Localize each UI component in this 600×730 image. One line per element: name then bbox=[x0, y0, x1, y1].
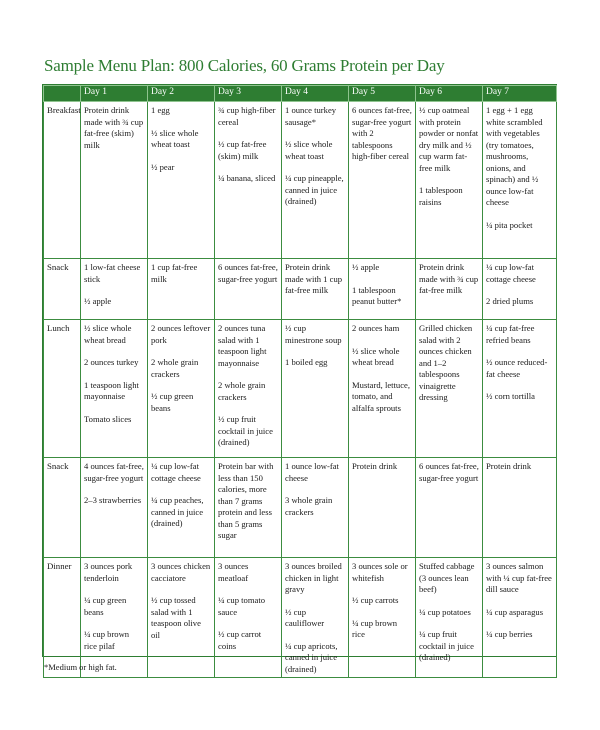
menu-cell bbox=[416, 458, 483, 558]
day-header: Day 2 bbox=[148, 86, 215, 102]
menu-item: ¼ cup peaches, canned in juice (drained) bbox=[151, 495, 204, 528]
menu-item: ¼ cup potatoes bbox=[419, 606, 471, 617]
day-header: Day 4 bbox=[282, 86, 349, 102]
menu-cell bbox=[349, 320, 416, 458]
menu-cell bbox=[148, 320, 215, 458]
menu-cell bbox=[349, 259, 416, 320]
menu-item: 3 ounces broiled chicken in light gravy bbox=[285, 561, 342, 594]
menu-item: ¼ cup low-fat cottage cheese bbox=[486, 262, 536, 284]
footnote: *Medium or high fat. bbox=[44, 662, 117, 672]
menu-item: 2 ounces ham bbox=[352, 323, 400, 333]
page-title: Sample Menu Plan: 800 Calories, 60 Grams Protein per Day bbox=[44, 56, 445, 75]
menu-item: ¼ banana, sliced bbox=[218, 173, 276, 183]
menu-item: ½ cup carrots bbox=[352, 595, 399, 605]
menu-item: Protein drink bbox=[352, 461, 398, 471]
menu-item: ½ cup tossed salad with 1 teaspoon olive oil bbox=[151, 595, 201, 640]
menu-item: 1 ounce turkey sausage* bbox=[285, 105, 337, 127]
menu-item: ¼ cup asparagus bbox=[486, 606, 544, 617]
day-header: Day 5 bbox=[349, 86, 416, 102]
menu-item: Mustard, lettuce, tomato, and alfalfa sprouts bbox=[352, 379, 410, 413]
menu-item: 6 ounces fat-free, sugar-free yogurt bbox=[218, 262, 278, 284]
menu-item: ¼ pita pocket bbox=[486, 219, 533, 230]
menu-item: 1 cup fat-free milk bbox=[151, 262, 198, 284]
menu-cell bbox=[349, 102, 416, 259]
menu-cell bbox=[349, 558, 416, 678]
menu-cell bbox=[282, 320, 349, 458]
menu-cell bbox=[282, 102, 349, 259]
menu-item: ¼ cup fruit cocktail in juice (drained) bbox=[419, 629, 474, 662]
menu-item: ¼ cup berries bbox=[486, 629, 533, 639]
menu-cell bbox=[81, 320, 148, 458]
menu-cell bbox=[148, 558, 215, 678]
meal-label: Snack bbox=[44, 458, 81, 558]
menu-item: 4 ounces fat-free, sugar-free yogurt bbox=[84, 461, 144, 483]
menu-item: 1 egg bbox=[151, 105, 170, 115]
menu-item: ½ slice whole wheat bread bbox=[84, 323, 132, 345]
day-header: Day 7 bbox=[483, 86, 557, 102]
menu-item: Grilled chicken salad with 2 ounces chicken and 1–2 tablespoons vinaigrette dressing bbox=[419, 323, 473, 402]
menu-cell bbox=[483, 320, 557, 458]
menu-item: 2 ounces tuna salad with 1 teaspoon light mayonnaise bbox=[218, 323, 267, 368]
menu-item: ½ cup oatmeal with protein powder or nonfat dry milk and ½ cup warm fat-free milk bbox=[419, 105, 479, 173]
menu-item: ½ pear bbox=[151, 161, 175, 172]
menu-item: ¼ cup green beans bbox=[84, 595, 127, 617]
menu-item: ½ slice whole wheat bread bbox=[352, 345, 400, 367]
menu-item: ½ apple bbox=[84, 296, 112, 306]
menu-cell bbox=[81, 259, 148, 320]
menu-cell bbox=[81, 458, 148, 558]
menu-item: Stuffed cabbage (3 ounces lean beef) bbox=[419, 561, 475, 594]
menu-cell bbox=[148, 458, 215, 558]
menu-item: 6 ounces fat-free, sugar-free yogurt with 2 tablespoons high-fiber cereal bbox=[352, 105, 412, 161]
menu-item: ¼ cup brown rice pilaf bbox=[84, 629, 130, 651]
menu-item: ¼ cup fat-free refried beans bbox=[486, 323, 535, 345]
menu-item: Protein drink made with ¾ cup fat-free milk bbox=[419, 262, 479, 295]
menu-item: Protein bar with less than 150 calories, more than 7 grams protein and less than 5 grams sugar bbox=[218, 461, 274, 540]
meal-label: Dinner bbox=[44, 558, 81, 678]
menu-item: ½ cup cauliflower bbox=[285, 606, 325, 628]
day-header: Day 6 bbox=[416, 86, 483, 102]
menu-cell bbox=[483, 458, 557, 558]
menu-item: ¼ cup pineapple, canned in juice (drained) bbox=[285, 173, 344, 206]
menu-item: ½ corn tortilla bbox=[486, 391, 535, 401]
menu-cell bbox=[215, 259, 282, 320]
menu-item: 2 ounces leftover pork bbox=[151, 323, 211, 345]
menu-item: 3 ounces chicken cacciatore bbox=[151, 561, 211, 583]
menu-item: 1 boiled egg bbox=[285, 357, 328, 367]
menu-item: 1 ounce low-fat cheese bbox=[285, 461, 339, 483]
menu-item: 2 dried plums bbox=[486, 296, 534, 306]
menu-item: 3 whole grain crackers bbox=[285, 495, 333, 517]
menu-cell bbox=[148, 102, 215, 259]
menu-item: ½ cup carrot coins bbox=[218, 629, 262, 651]
menu-item: 3 ounces pork tenderloin bbox=[84, 561, 133, 583]
menu-item: 3 ounces meatloaf bbox=[218, 561, 249, 583]
menu-cell bbox=[282, 259, 349, 320]
menu-item: ¼ cup low-fat cottage cheese bbox=[151, 461, 201, 483]
menu-cell bbox=[81, 102, 148, 259]
menu-item: ¼ cup brown rice bbox=[352, 617, 398, 639]
menu-cell bbox=[215, 558, 282, 678]
meal-row bbox=[44, 102, 557, 259]
menu-item: 3 ounces salmon with ¼ cup fat-free dill sauce bbox=[486, 561, 552, 594]
menu-item: Protein drink bbox=[486, 461, 532, 471]
menu-item: ½ slice whole wheat toast bbox=[285, 139, 333, 161]
header-row bbox=[44, 86, 557, 102]
menu-cell bbox=[148, 259, 215, 320]
meal-row bbox=[44, 259, 557, 320]
menu-cell bbox=[282, 458, 349, 558]
menu-cell bbox=[349, 458, 416, 558]
menu-item: Protein drink made with ¾ cup fat-free (skim) milk bbox=[84, 105, 144, 150]
meal-row bbox=[44, 458, 557, 558]
menu-item: 2 whole grain crackers bbox=[218, 380, 266, 402]
menu-item: Tomato slices bbox=[84, 413, 132, 424]
meal-row bbox=[44, 320, 557, 458]
day-header: Day 3 bbox=[215, 86, 282, 102]
day-header: Day 1 bbox=[81, 86, 148, 102]
menu-item: ¼ cup apricots, canned in juice (drained) bbox=[285, 640, 338, 674]
menu-item: Protein drink made with 1 cup fat-free milk bbox=[285, 262, 343, 295]
menu-cell bbox=[416, 558, 483, 678]
menu-item: ½ ounce reduced-fat cheese bbox=[486, 357, 548, 379]
menu-cell bbox=[483, 259, 557, 320]
menu-item: ½ slice whole wheat toast bbox=[151, 127, 199, 149]
menu-cell bbox=[282, 558, 349, 678]
menu-item: ½ cup green beans bbox=[151, 391, 194, 413]
menu-item: 3 ounces sole or whitefish bbox=[352, 561, 408, 583]
menu-cell bbox=[215, 102, 282, 259]
menu-cell bbox=[81, 558, 148, 678]
menu-cell bbox=[416, 259, 483, 320]
menu-item: ¼ cup tomato sauce bbox=[218, 595, 266, 617]
menu-cell bbox=[483, 558, 557, 678]
menu-cell bbox=[215, 458, 282, 558]
menu-item: 1 egg + 1 egg white scrambled with vegetables (try tomatoes, mushrooms, onions, and spinach) and ½ ounce low-fat cheese bbox=[486, 105, 543, 207]
menu-item: 1 tablespoon raisins bbox=[419, 185, 463, 207]
menu-item: 1 low-fat cheese stick bbox=[84, 262, 141, 284]
meal-label: Snack bbox=[44, 259, 81, 320]
menu-cell bbox=[215, 320, 282, 458]
menu-item: ½ cup fruit cocktail in juice (drained) bbox=[218, 414, 273, 447]
menu-item: 6 ounces fat-free, sugar-free yogurt bbox=[419, 461, 479, 483]
menu-item: ½ cup fat-free (skim) milk bbox=[218, 139, 267, 161]
meal-label: Lunch bbox=[44, 320, 81, 458]
menu-item: 2–3 strawberries bbox=[84, 495, 142, 505]
menu-cell bbox=[416, 320, 483, 458]
meal-label: Breakfast bbox=[44, 102, 81, 259]
menu-cell bbox=[416, 102, 483, 259]
menu-item: 2 ounces turkey bbox=[84, 357, 139, 367]
menu-item: 1 teaspoon light mayonnaise bbox=[84, 379, 139, 401]
menu-item: ½ apple bbox=[352, 262, 380, 272]
menu-item: ½ cup minestrone soup bbox=[285, 323, 342, 345]
menu-cell bbox=[483, 102, 557, 259]
menu-item: ¾ cup high-fiber cereal bbox=[218, 105, 276, 127]
header-corner bbox=[44, 86, 81, 102]
menu-item: 2 whole grain crackers bbox=[151, 357, 199, 379]
menu-item: 1 tablespoon peanut butter* bbox=[352, 284, 402, 306]
meal-row bbox=[44, 558, 557, 678]
